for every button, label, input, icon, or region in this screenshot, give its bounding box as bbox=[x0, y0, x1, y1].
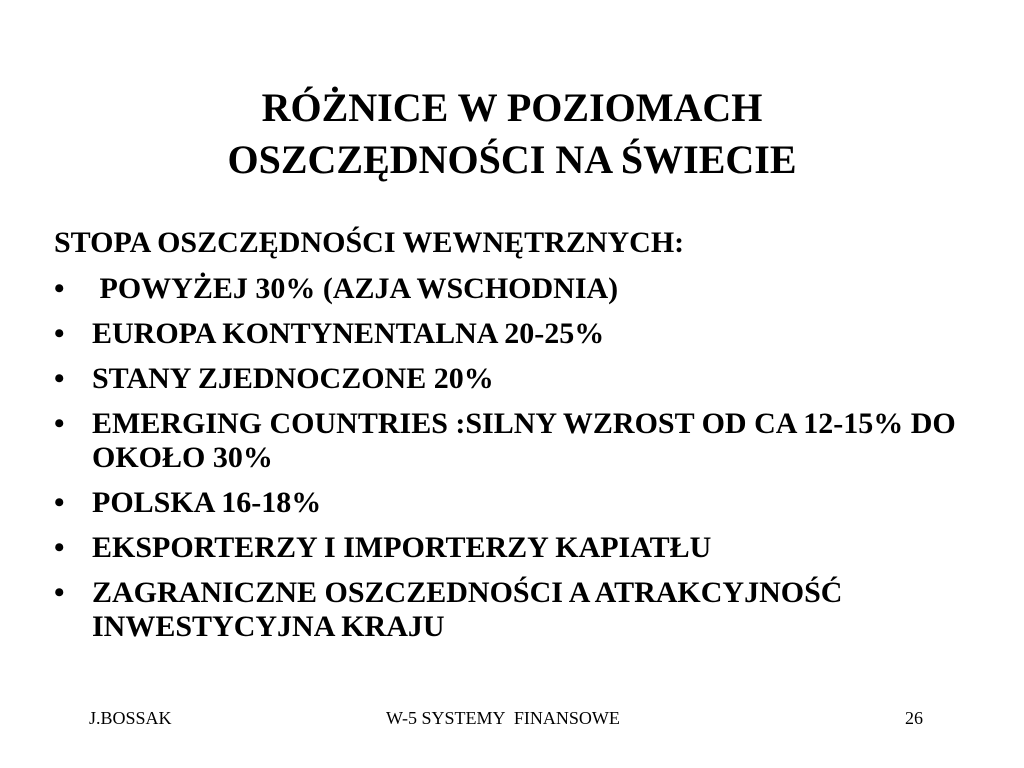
bullet-dot-icon: • bbox=[54, 486, 65, 519]
footer-page-number: 26 bbox=[905, 708, 923, 728]
footer-author: J.BOSSAK bbox=[89, 708, 172, 728]
title-line-1: RÓŻNICE W POZIOMACH bbox=[261, 85, 763, 130]
bullet-item bbox=[54, 317, 964, 351]
bullet-item bbox=[54, 486, 964, 520]
bullet-dot-icon: • bbox=[54, 407, 65, 440]
bullet-list bbox=[54, 272, 964, 644]
bullet-dot-icon: • bbox=[54, 576, 65, 609]
slide-body bbox=[54, 226, 964, 655]
bullet-text: EUROPA KONTYNENTALNA 20-25% bbox=[92, 317, 605, 350]
bullet-item bbox=[54, 531, 964, 565]
bullet-dot-icon: • bbox=[54, 362, 65, 395]
title-line-2: OSZCZĘDNOŚCI NA ŚWIECIE bbox=[227, 137, 797, 182]
bullet-item bbox=[54, 576, 964, 644]
slide-subtitle: STOPA OSZCZĘDNOŚCI WEWNĘTRZNYCH: bbox=[54, 226, 685, 259]
bullet-item bbox=[54, 272, 964, 306]
bullet-text: POWYŻEJ 30% (AZJA WSCHODNIA) bbox=[92, 272, 619, 305]
bullet-item bbox=[54, 407, 964, 475]
bullet-text: EMERGING COUNTRIES :SILNY WZROST OD CA 12-15% DO OKOŁO 30% bbox=[92, 407, 956, 474]
slide-title bbox=[100, 82, 924, 186]
bullet-text: EKSPORTERZY I IMPORTERZY KAPIATŁU bbox=[92, 531, 712, 564]
bullet-dot-icon: • bbox=[54, 272, 65, 305]
footer-course: W-5 SYSTEMY FINANSOWE bbox=[386, 708, 620, 728]
bullet-text: ZAGRANICZNE OSZCZEDNOŚCI A ATRAKCYJNOŚĆ INWESTYCYJNA KRAJU bbox=[92, 576, 843, 643]
bullet-dot-icon: • bbox=[54, 531, 65, 564]
bullet-item bbox=[54, 362, 964, 396]
bullet-text: STANY ZJEDNOCZONE 20% bbox=[92, 362, 494, 395]
bullet-text: POLSKA 16-18% bbox=[92, 486, 322, 519]
bullet-dot-icon: • bbox=[54, 317, 65, 350]
